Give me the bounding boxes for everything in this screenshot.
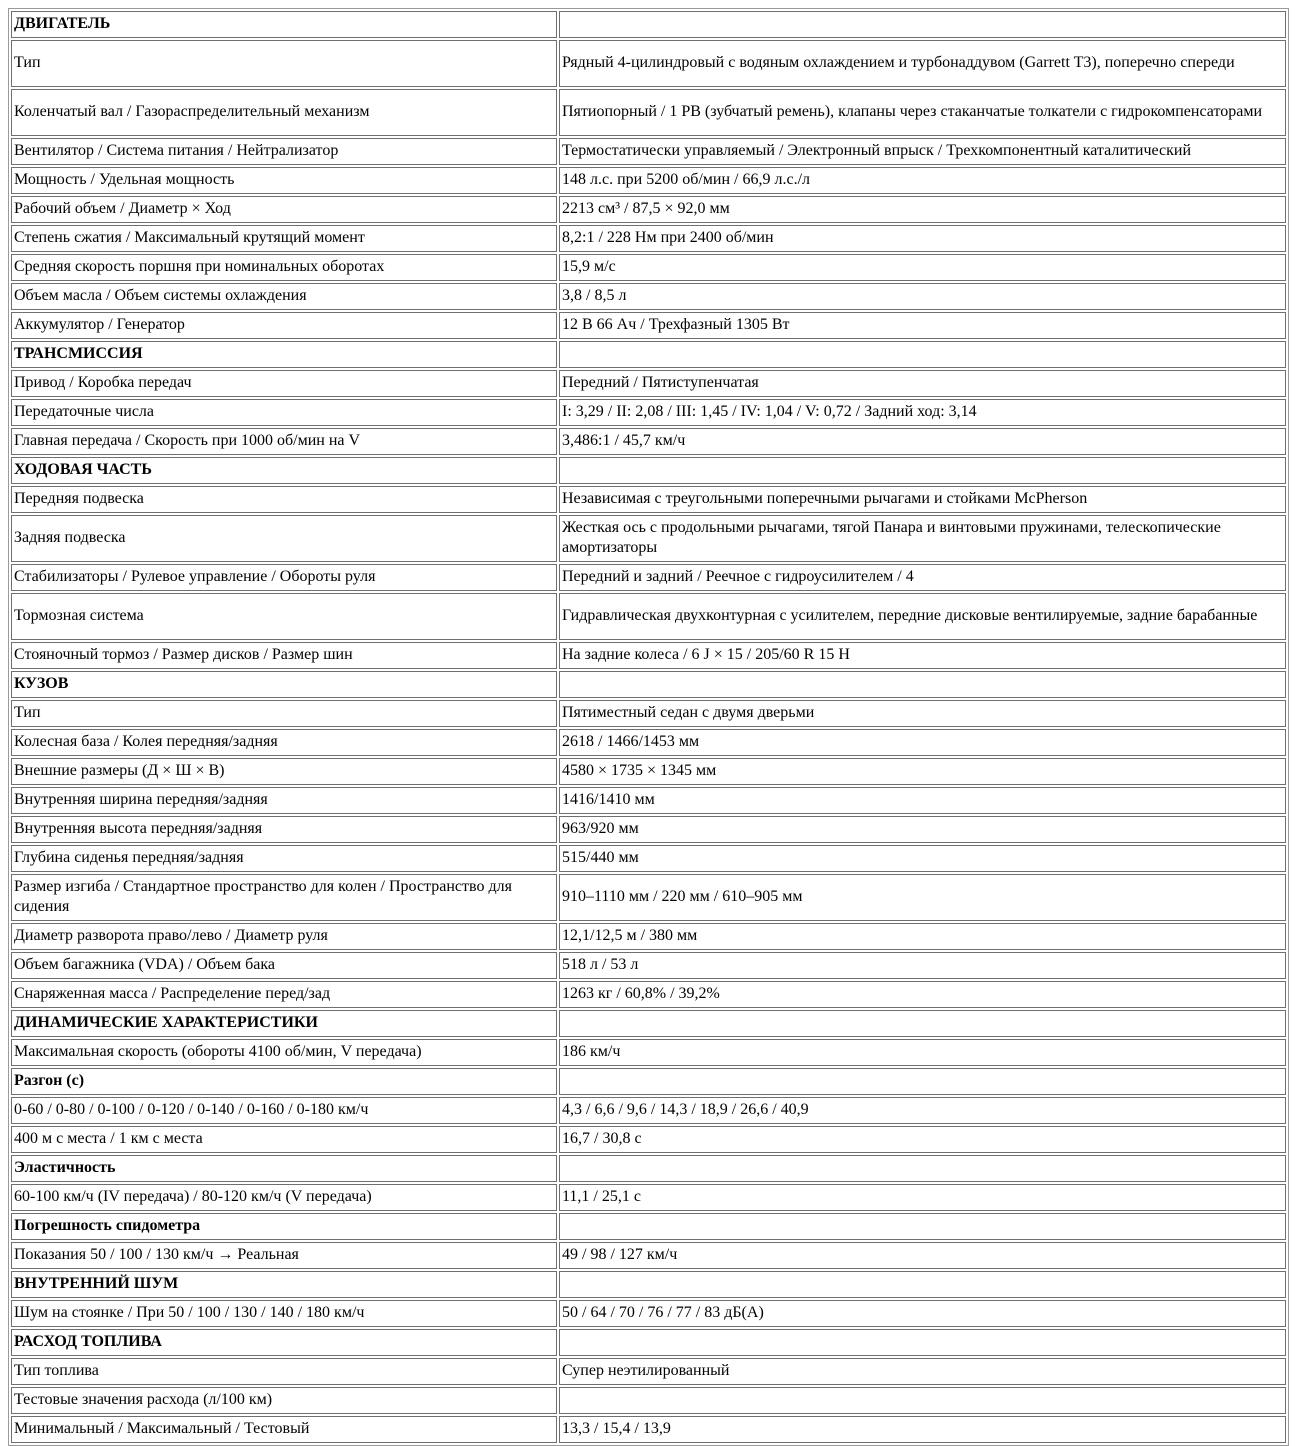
section-title: ТРАНСМИССИЯ bbox=[11, 341, 557, 368]
spec-row bbox=[11, 89, 1286, 136]
spec-value: Передний / Пятиступенчатая bbox=[559, 370, 1286, 397]
section-header-row bbox=[11, 1329, 1286, 1356]
spec-value: 963/920 мм bbox=[559, 816, 1286, 843]
spec-label: Тип топлива bbox=[11, 1358, 557, 1385]
spec-row bbox=[11, 952, 1286, 979]
spec-row bbox=[11, 593, 1286, 640]
section-header-row bbox=[11, 671, 1286, 698]
section-title: ДВИГАТЕЛЬ bbox=[11, 11, 557, 38]
spec-value: Пятиопорный / 1 РВ (зубчатый ремень), клапаны через стаканчатые толкатели с гидрокомпенсаторами bbox=[559, 89, 1286, 136]
spec-label: Аккумулятор / Генератор bbox=[11, 312, 557, 339]
spec-value: Супер неэтилированный bbox=[559, 1358, 1286, 1385]
spec-label: Стояночный тормоз / Размер дисков / Размер шин bbox=[11, 642, 557, 669]
spec-row bbox=[11, 787, 1286, 814]
spec-label: Максимальная скорость (обороты 4100 об/мин, V передача) bbox=[11, 1039, 557, 1066]
spec-value: Рядный 4-цилиндровый с водяным охлаждением и турбонаддувом (Garrett T3), поперечно спереди bbox=[559, 40, 1286, 87]
spec-row bbox=[11, 515, 1286, 562]
spec-value: 49 / 98 / 127 км/ч bbox=[559, 1242, 1286, 1269]
spec-value: 15,9 м/с bbox=[559, 254, 1286, 281]
section-header-row bbox=[11, 1271, 1286, 1298]
section-title: Эластичность bbox=[11, 1155, 557, 1182]
spec-value: Независимая с треугольными поперечными рычагами и стойками McPherson bbox=[559, 486, 1286, 513]
section-title: Разгон (с) bbox=[11, 1068, 557, 1095]
section-value-empty bbox=[559, 1155, 1286, 1182]
section-title: КУЗОВ bbox=[11, 671, 557, 698]
spec-row bbox=[11, 981, 1286, 1008]
spec-value: 1263 кг / 60,8% / 39,2% bbox=[559, 981, 1286, 1008]
spec-value: Жесткая ось с продольными рычагами, тягой Панара и винтовыми пружинами, телескопические амортизаторы bbox=[559, 515, 1286, 562]
spec-value: 518 л / 53 л bbox=[559, 952, 1286, 979]
section-value-empty bbox=[559, 671, 1286, 698]
spec-value: На задние колеса / 6 J × 15 / 205/60 R 15 H bbox=[559, 642, 1286, 669]
spec-row bbox=[11, 399, 1286, 426]
spec-row bbox=[11, 254, 1286, 281]
section-header-row bbox=[11, 1068, 1286, 1095]
section-value-empty bbox=[559, 1068, 1286, 1095]
spec-table bbox=[8, 8, 1289, 1446]
spec-row bbox=[11, 225, 1286, 252]
spec-label: Глубина сиденья передняя/задняя bbox=[11, 845, 557, 872]
spec-value: 8,2:1 / 228 Нм при 2400 об/мин bbox=[559, 225, 1286, 252]
section-header-row bbox=[11, 341, 1286, 368]
spec-row bbox=[11, 1126, 1286, 1153]
spec-label: Стабилизаторы / Рулевое управление / Обороты руля bbox=[11, 564, 557, 591]
spec-value: 3,486:1 / 45,7 км/ч bbox=[559, 428, 1286, 455]
spec-row bbox=[11, 486, 1286, 513]
spec-row bbox=[11, 845, 1286, 872]
spec-table-body bbox=[11, 11, 1286, 1443]
spec-row bbox=[11, 1358, 1286, 1385]
spec-row bbox=[11, 312, 1286, 339]
spec-label: Снаряженная масса / Распределение перед/зад bbox=[11, 981, 557, 1008]
spec-value: Передний и задний / Реечное с гидроусилителем / 4 bbox=[559, 564, 1286, 591]
spec-value: 11,1 / 25,1 с bbox=[559, 1184, 1286, 1211]
spec-value: 910–1110 мм / 220 мм / 610–905 мм bbox=[559, 874, 1286, 921]
spec-row bbox=[11, 1300, 1286, 1327]
spec-row bbox=[11, 138, 1286, 165]
spec-label: Тип bbox=[11, 700, 557, 727]
spec-value: 186 км/ч bbox=[559, 1039, 1286, 1066]
section-value-empty bbox=[559, 1010, 1286, 1037]
spec-row bbox=[11, 1242, 1286, 1269]
spec-label: Задняя подвеска bbox=[11, 515, 557, 562]
spec-value: 148 л.с. при 5200 об/мин / 66,9 л.с./л bbox=[559, 167, 1286, 194]
spec-row bbox=[11, 1387, 1286, 1414]
spec-label: 400 м с места / 1 км с места bbox=[11, 1126, 557, 1153]
spec-label: Внутренняя высота передняя/задняя bbox=[11, 816, 557, 843]
spec-label: Тормозная система bbox=[11, 593, 557, 640]
section-header-row bbox=[11, 1155, 1286, 1182]
spec-label: Показания 50 / 100 / 130 км/ч → Реальная bbox=[11, 1242, 557, 1269]
section-title: ВНУТРЕННИЙ ШУМ bbox=[11, 1271, 557, 1298]
spec-value: 12,1/12,5 м / 380 мм bbox=[559, 923, 1286, 950]
spec-label: Главная передача / Скорость при 1000 об/мин на V bbox=[11, 428, 557, 455]
spec-value: 13,3 / 15,4 / 13,9 bbox=[559, 1416, 1286, 1443]
spec-row bbox=[11, 874, 1286, 921]
section-value-empty bbox=[559, 341, 1286, 368]
spec-value: 4,3 / 6,6 / 9,6 / 14,3 / 18,9 / 26,6 / 40,9 bbox=[559, 1097, 1286, 1124]
spec-value: Термостатически управляемый / Электронный впрыск / Трехкомпонентный каталитический bbox=[559, 138, 1286, 165]
spec-label: Привод / Коробка передач bbox=[11, 370, 557, 397]
section-title: Погрешность спидометра bbox=[11, 1213, 557, 1240]
section-value-empty bbox=[559, 1271, 1286, 1298]
spec-label: 0-60 / 0-80 / 0-100 / 0-120 / 0-140 / 0-160 / 0-180 км/ч bbox=[11, 1097, 557, 1124]
spec-value: 3,8 / 8,5 л bbox=[559, 283, 1286, 310]
spec-label: Средняя скорость поршня при номинальных оборотах bbox=[11, 254, 557, 281]
spec-row bbox=[11, 370, 1286, 397]
spec-row bbox=[11, 283, 1286, 310]
spec-row bbox=[11, 564, 1286, 591]
spec-value: 515/440 мм bbox=[559, 845, 1286, 872]
spec-value: 2213 см³ / 87,5 × 92,0 мм bbox=[559, 196, 1286, 223]
spec-label: Диаметр разворота право/лево / Диаметр руля bbox=[11, 923, 557, 950]
spec-label: Вентилятор / Система питания / Нейтрализатор bbox=[11, 138, 557, 165]
spec-label: Коленчатый вал / Газораспределительный механизм bbox=[11, 89, 557, 136]
section-title: РАСХОД ТОПЛИВА bbox=[11, 1329, 557, 1356]
spec-label: Колесная база / Колея передняя/задняя bbox=[11, 729, 557, 756]
spec-label: Шум на стоянке / При 50 / 100 / 130 / 140 / 180 км/ч bbox=[11, 1300, 557, 1327]
spec-value: Пятиместный седан с двумя дверьми bbox=[559, 700, 1286, 727]
spec-label: 60-100 км/ч (IV передача) / 80-120 км/ч (V передача) bbox=[11, 1184, 557, 1211]
spec-row bbox=[11, 1416, 1286, 1443]
spec-label: Объем масла / Объем системы охлаждения bbox=[11, 283, 557, 310]
section-value-empty bbox=[559, 1329, 1286, 1356]
spec-value: 12 В 66 Ач / Трехфазный 1305 Вт bbox=[559, 312, 1286, 339]
section-value-empty bbox=[559, 1213, 1286, 1240]
spec-label: Размер изгиба / Стандартное пространство для колен / Пространство для сидения bbox=[11, 874, 557, 921]
spec-row bbox=[11, 816, 1286, 843]
spec-value: Гидравлическая двухконтурная с усилителем, передние дисковые вентилируемые, задние барабанные bbox=[559, 593, 1286, 640]
spec-value: 2618 / 1466/1453 мм bbox=[559, 729, 1286, 756]
section-header-row bbox=[11, 1213, 1286, 1240]
spec-row bbox=[11, 758, 1286, 785]
spec-label: Тип bbox=[11, 40, 557, 87]
spec-label: Передаточные числа bbox=[11, 399, 557, 426]
spec-value: 4580 × 1735 × 1345 мм bbox=[559, 758, 1286, 785]
section-title: ДИНАМИЧЕСКИЕ ХАРАКТЕРИСТИКИ bbox=[11, 1010, 557, 1037]
spec-row bbox=[11, 729, 1286, 756]
spec-row bbox=[11, 428, 1286, 455]
spec-label: Внешние размеры (Д × Ш × В) bbox=[11, 758, 557, 785]
spec-label: Объем багажника (VDA) / Объем бака bbox=[11, 952, 557, 979]
spec-value: 1416/1410 мм bbox=[559, 787, 1286, 814]
spec-label: Рабочий объем / Диаметр × Ход bbox=[11, 196, 557, 223]
spec-row bbox=[11, 700, 1286, 727]
spec-value: I: 3,29 / II: 2,08 / III: 1,45 / IV: 1,04 / V: 0,72 / Задний ход: 3,14 bbox=[559, 399, 1286, 426]
spec-label: Тестовые значения расхода (л/100 км) bbox=[11, 1387, 557, 1414]
section-title: ХОДОВАЯ ЧАСТЬ bbox=[11, 457, 557, 484]
section-value-empty bbox=[559, 457, 1286, 484]
spec-row bbox=[11, 1097, 1286, 1124]
spec-row bbox=[11, 167, 1286, 194]
spec-label: Минимальный / Максимальный / Тестовый bbox=[11, 1416, 557, 1443]
spec-label: Мощность / Удельная мощность bbox=[11, 167, 557, 194]
spec-value: 50 / 64 / 70 / 76 / 77 / 83 дБ(А) bbox=[559, 1300, 1286, 1327]
spec-label: Степень сжатия / Максимальный крутящий момент bbox=[11, 225, 557, 252]
section-header-row bbox=[11, 1010, 1286, 1037]
section-header-row bbox=[11, 457, 1286, 484]
spec-row bbox=[11, 1184, 1286, 1211]
spec-value bbox=[559, 1387, 1286, 1414]
section-header-row bbox=[11, 11, 1286, 38]
spec-row bbox=[11, 923, 1286, 950]
spec-value: 16,7 / 30,8 с bbox=[559, 1126, 1286, 1153]
section-value-empty bbox=[559, 11, 1286, 38]
spec-row bbox=[11, 40, 1286, 87]
spec-row bbox=[11, 1039, 1286, 1066]
spec-label: Передняя подвеска bbox=[11, 486, 557, 513]
spec-row bbox=[11, 196, 1286, 223]
spec-label: Внутренняя ширина передняя/задняя bbox=[11, 787, 557, 814]
spec-row bbox=[11, 642, 1286, 669]
